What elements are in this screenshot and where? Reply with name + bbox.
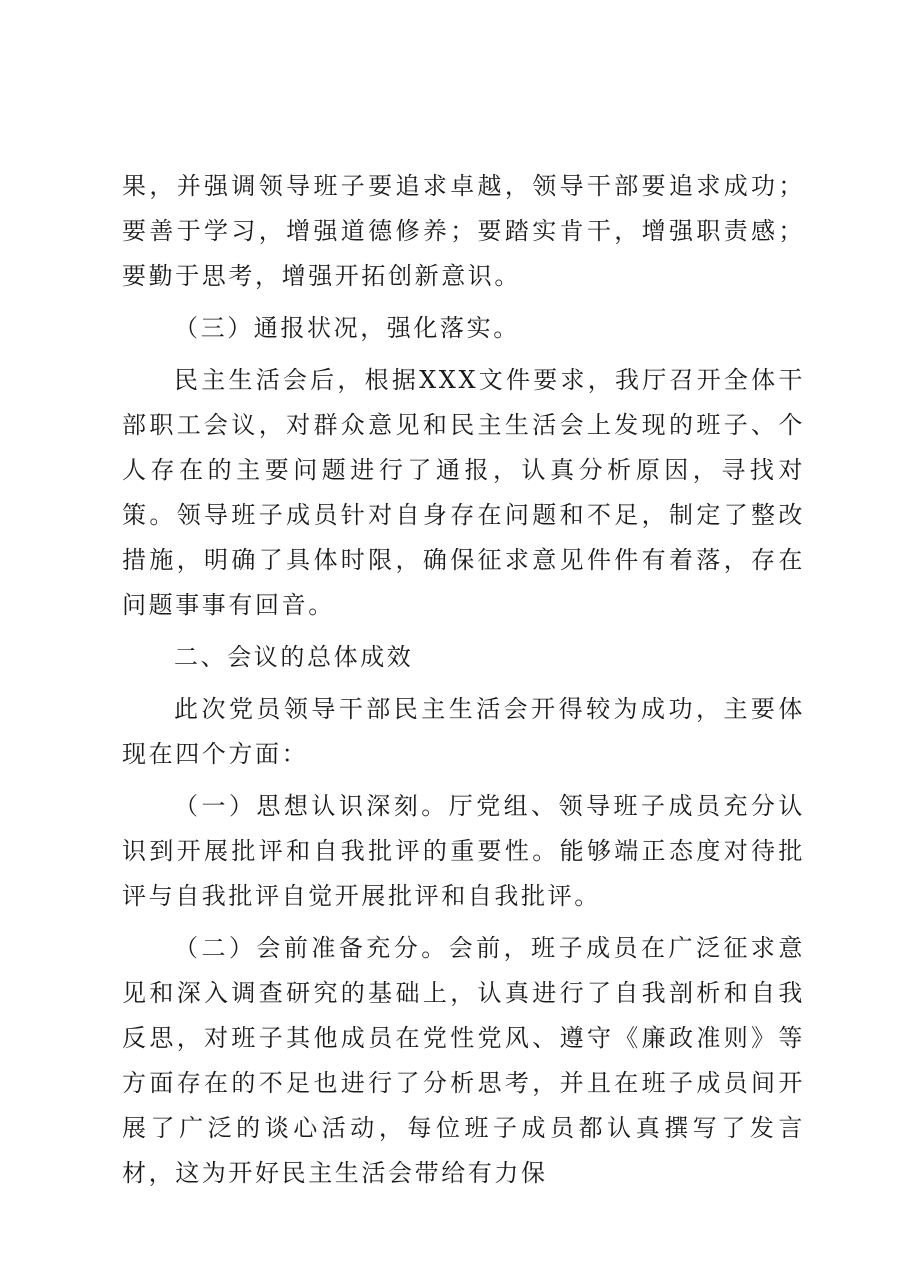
subsection-heading-3: （三）通报状况，强化落实。: [174, 314, 520, 342]
paragraph-report: 民主生活会后，根据XXX文件要求，我厅召开全体干部职工会议，对群众意见和民主生活会上发现的班子、个人存在的主要问题进行了通报，认真分析原因，寻找对策。领导班子成员针对自身存在问题和不足，制定了整改措施，明确了具体时限，确保征求意见件件有着落，存在问题事事有回音。: [122, 366, 805, 619]
section-heading-2: 二、会议的总体成效: [174, 643, 414, 671]
subsection-heading-1: （一）思想认识深刻。厅党组、领导班子成员充分认识到开展批评和自我批评的重要性。能够端正态度对待批评与自我批评自觉开展批评和自我批评。: [122, 792, 805, 910]
document-body: [122, 164, 805, 1196]
paragraph-continuation: 果，并强调领导班子要追求卓越，领导干部要追求成功；要善于学习，增强道德修养；要踏实肯干，增强职责感；要勤于思考，增强开拓创新意识。: [122, 172, 805, 290]
subsection-heading-2: （二）会前准备充分。会前，班子成员在广泛征求意见和深入调查研究的基础上，认真进行了自我剖析和自我反思，对班子其他成员在党性党风、遵守《廉政准则》等方面存在的不足也进行了分析思考，并且在班子成员间开展了广泛的谈心活动，每位班子成员都认真撰写了发言材，这为开好民主生活会带给有力保: [122, 934, 805, 1187]
paragraph-overview: 此次党员领导干部民主生活会开得较为成功，主要体现在四个方面：: [122, 695, 805, 768]
